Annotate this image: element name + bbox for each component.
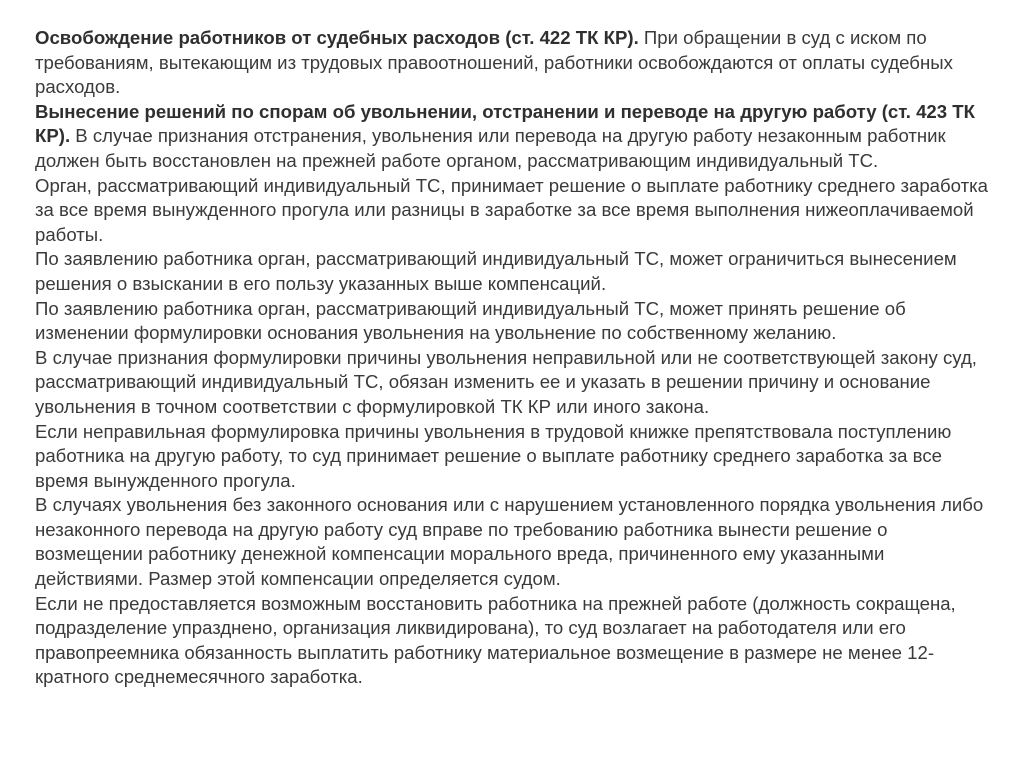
paragraph-moral-damage <box>35 493 990 591</box>
paragraph-text: По заявлению работника орган, рассматривающий индивидуальный ТС, может принять решение об изменении формулировки основания увольнения на увольнение по собственному желанию. <box>35 297 906 344</box>
paragraph-text: Орган, рассматривающий индивидуальный ТС, принимает решение о выплате работнику среднего заработка за все время вынужденного прогула или разницы в заработке за все время выполнения нижеоплачиваемой работы. <box>35 174 988 245</box>
paragraph-reinstatement-impossible <box>35 592 990 690</box>
paragraph-court-costs <box>35 26 990 100</box>
paragraph-text: В случае признания формулировки причины увольнения неправильной или не соответствующей закону суд, рассматривающий индивидуальный ТС, обязан изменить ее и указать в решении причину и основание увольнения в точном соответствии с формулировкой ТК КР или иного закона. <box>35 346 977 417</box>
paragraph-incorrect-wording <box>35 346 990 420</box>
paragraph-compensation-only <box>35 247 990 296</box>
paragraph-text: В случае признания отстранения, увольнения или перевода на другую работу незаконным работник должен быть восстановлен на прежней работе органом, рассматривающим индивидуальный ТС. <box>35 125 946 171</box>
paragraph-text: По заявлению работника орган, рассматривающий индивидуальный ТС, может ограничиться вынесением решения о взыскании в его пользу указанных выше компенсаций. <box>35 248 957 294</box>
paragraph-text: Если неправильная формулировка причины увольнения в трудовой книжке препятствовала поступлению работника на другую работу, то суд принимает решение о выплате работнику среднего заработка за все время вынужденного прогула. <box>35 420 952 491</box>
paragraph-text: Если не предоставляется возможным восстановить работника на прежней работе (должность сокращена, подразделение упразднено, организация ликвидирована), то суд возлагает на работодателя или его правопреемника обязанность выплатить работнику материальное возмещение в размере не менее 12-кратного среднемесячного заработка. <box>35 592 956 688</box>
paragraph-text: При обращении в суд с иском по требованиям, вытекающим из трудовых правоотношений, работники освобождаются от оплаты судебных расходов. <box>35 27 953 98</box>
paragraph-work-book <box>35 420 990 494</box>
paragraph-text: В случаях увольнения без законного основания или с нарушением установленного порядка увольнения либо незаконного перевода на другую работу суд вправе по требованию работника вынести решение о возмещении работнику денежной компенсации морального вреда, причиненного ему указанными действиями. Размер этой компенсации определяется судом. <box>35 494 984 590</box>
paragraph-wording-change <box>35 297 990 346</box>
paragraph-dismissal-decisions <box>35 100 990 174</box>
heading-dismissal-decisions: Вынесение решений по спорам об увольнении, отстранении и переводе на другую работу (ст. 423 ТК КР). <box>35 100 975 147</box>
text-block <box>35 26 990 690</box>
heading-court-costs: Освобождение работников от судебных расходов (ст. 422 ТК КР). <box>35 27 639 48</box>
paragraph-average-earnings <box>35 174 990 248</box>
